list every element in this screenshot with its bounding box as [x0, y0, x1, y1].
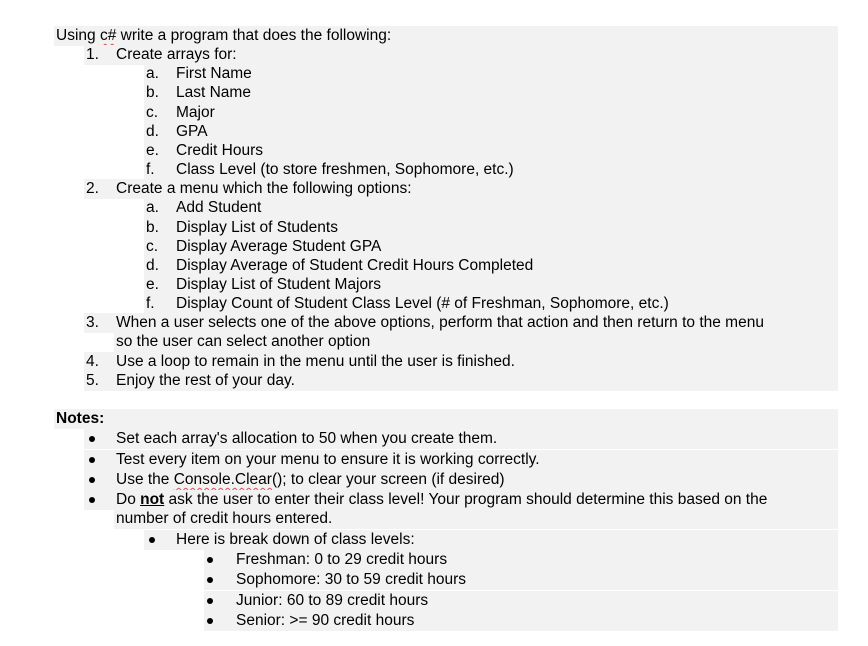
intro-prefix: Using	[56, 27, 100, 44]
bullet-icon	[89, 457, 95, 463]
intro-language: c#	[99, 27, 117, 44]
item-letter: e.	[146, 276, 159, 293]
item-letter: f.	[146, 161, 155, 178]
step-text: Create a menu which the following options:	[116, 180, 412, 197]
note-text: Set each array's allocation to 50 when you create them.	[116, 430, 498, 447]
bullet-icon	[207, 577, 213, 583]
intro-suffix: write a program that does the following:	[116, 27, 392, 44]
step-text: Enjoy the rest of your day.	[116, 372, 295, 389]
bullet-icon	[89, 477, 95, 483]
item-text: Display Average Student GPA	[176, 238, 382, 255]
class-level-text: Junior: 60 to 89 credit hours	[236, 592, 429, 609]
item-letter: b.	[146, 84, 159, 101]
notes-heading: Notes:	[56, 410, 105, 427]
sub-bullet-text: Here is break down of class levels:	[176, 531, 415, 548]
item-text: Display List of Students	[176, 219, 338, 236]
bullet-icon	[89, 497, 95, 503]
item-text: Credit Hours	[176, 142, 263, 159]
note-text-pre: Do	[116, 491, 141, 508]
note-text: Test every item on your menu to ensure it is working correctly.	[116, 451, 540, 468]
item-letter: a.	[146, 199, 159, 216]
note-text-post: ask the user to enter their class level! Your program should determine this based on the	[164, 491, 768, 508]
item-letter: b.	[146, 219, 159, 236]
bullet-icon	[149, 537, 155, 543]
item-text: Major	[176, 104, 215, 121]
item-text: Display Count of Student Class Level (# of Freshman, Sophomore, etc.)	[176, 295, 669, 312]
note-text-pre: Use the	[116, 471, 174, 488]
item-letter: a.	[146, 65, 159, 82]
step-text: When a user selects one of the above options, perform that action and then return to the menu	[116, 314, 764, 331]
note-text-post: (); to clear your screen (if desired)	[271, 471, 505, 488]
console-clear-code: Console.Clear	[173, 471, 272, 488]
step-text: Create arrays for:	[116, 46, 237, 63]
class-level-text: Senior: >= 90 credit hours	[236, 612, 415, 629]
item-letter: d.	[146, 123, 159, 140]
item-letter: c.	[146, 104, 159, 121]
item-text: First Name	[176, 65, 252, 82]
emphasis-not: not	[140, 491, 165, 508]
item-text: Add Student	[176, 199, 262, 216]
step-number: 4.	[86, 353, 99, 370]
bullet-icon	[207, 598, 213, 604]
item-text: Display Average of Student Credit Hours Completed	[176, 257, 534, 274]
bullet-icon	[207, 618, 213, 624]
class-level-text: Freshman: 0 to 29 credit hours	[236, 551, 448, 568]
item-text: GPA	[176, 123, 208, 140]
item-text: Class Level (to store freshmen, Sophomore, etc.)	[176, 161, 514, 178]
bullet-icon	[89, 436, 95, 442]
item-letter: c.	[146, 238, 159, 255]
step-number: 3.	[86, 314, 99, 331]
step-text: Use a loop to remain in the menu until the user is finished.	[116, 353, 515, 370]
step-number: 2.	[86, 180, 99, 197]
step-number: 5.	[86, 372, 99, 389]
step-text-continued: so the user can select another option	[116, 333, 371, 350]
item-letter: e.	[146, 142, 159, 159]
item-letter: d.	[146, 257, 159, 274]
item-text: Last Name	[176, 84, 251, 101]
note-text-continued: number of credit hours entered.	[116, 510, 333, 527]
bullet-icon	[207, 557, 213, 563]
class-level-text: Sophomore: 30 to 59 credit hours	[236, 571, 467, 588]
step-number: 1.	[86, 46, 99, 63]
item-letter: f.	[146, 295, 155, 312]
item-text: Display List of Student Majors	[176, 276, 382, 293]
